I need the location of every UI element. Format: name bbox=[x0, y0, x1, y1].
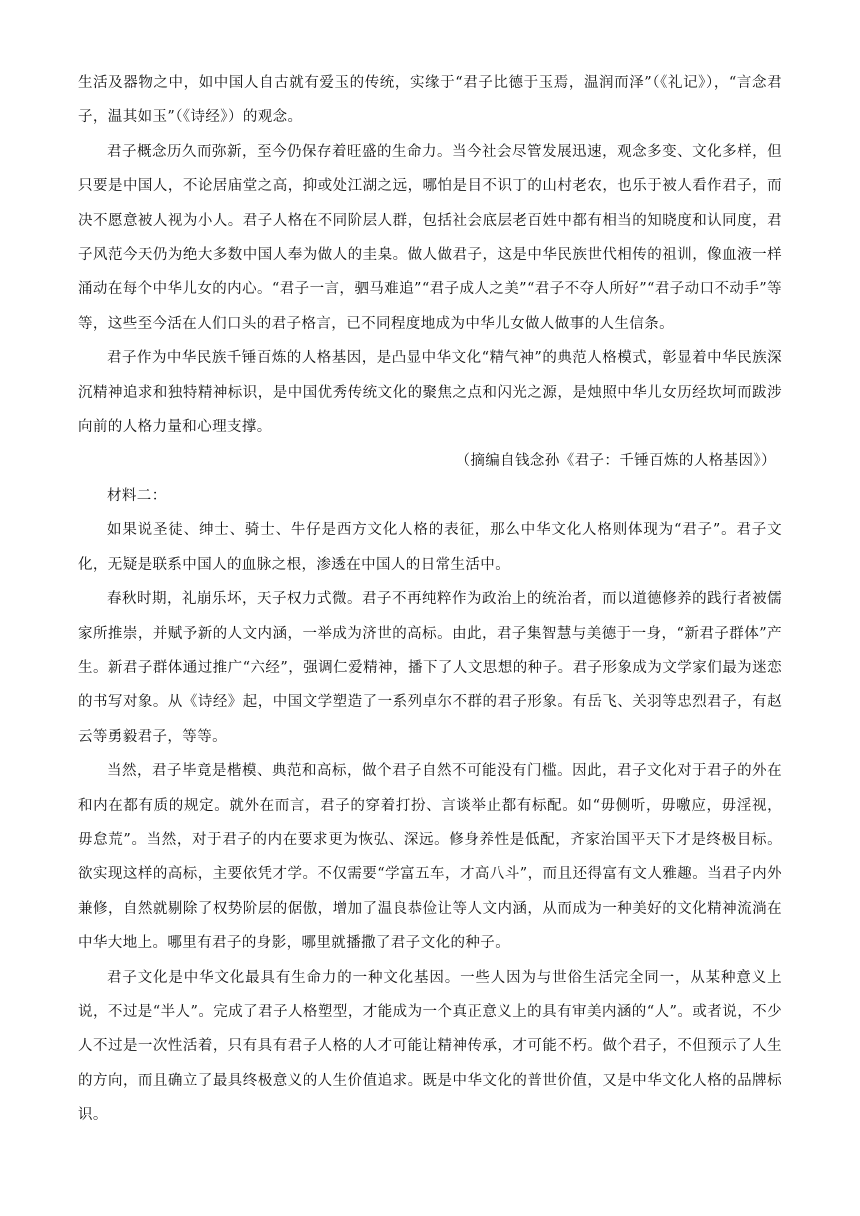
paragraph: 春秋时期，礼崩乐坏，天子权力式微。君子不再纯粹作为政治上的统治者，而以道德修养的践行者被儒家所推崇，并赋予新的人文内涵，一举成为济世的高标。由此，君子集智慧与美德于一身，“新君子群体”产生。新君子群体通过推广“六经”，强调仁爱精神，播下了人文思想的种子。君子形象成为文学家们最为迷恋的书写对象。从《诗经》起，中国文学塑造了一系列卓尔不群的君子形象。有岳飞、关羽等忠烈君子，有赵云等勇毅君子，等等。 bbox=[78, 591, 782, 745]
paragraph: 生活及器物之中，如中国人自古就有爱玉的传统，实缘于“君子比德于玉焉，温润而泽”（《礼记》），“言念君子，温其如玉”（《诗经》）的观念。 bbox=[78, 75, 782, 126]
section-heading: 材料二： bbox=[107, 487, 167, 504]
paragraph: 君子文化是中华文化最具有生命力的一种文化基因。一些人因为与世俗生活完全同一，从某种意义上说，不过是“半人”。完成了君子人格塑型，才能成为一个真正意义上的具有审美内涵的“人”。或者说，不少人不过是一次性活着，只有具有君子人格的人才可能让精神传承，才可能不朽。做个君子，不但预示了人生的方向，而且确立了最具终极意义的人生价值追求。既是中华文化的普世价值，又是中华文化人格的品牌标识。 bbox=[78, 969, 782, 1124]
paragraph: 当然，君子毕竟是楷模、典范和高标，做个君子自然不可能没有门槛。因此，君子文化对于君子的外在和内在都有质的规定。就外在而言，君子的穿着打扮、言谈举止都有标配。如“毋侧听，毋噭应，毋淫视，毋怠荒”。当然，对于君子的内在要求更为恢弘、深远。修身养性是低配，齐家治国平天下才是终极目标。欲实现这样的高标，主要依凭才学。不仅需要“学富五车，才高八斗”，而且还得富有文人雅趣。当君子内外兼修，自然就剔除了权势阶层的倨傲，增加了温良恭俭让等人文内涵，从而成为一种美好的文化精神流淌在中华大地上。哪里有君子的身影，哪里就播撒了君子文化的种子。 bbox=[78, 763, 782, 952]
source-citation: （摘编自钱念孙《君子：千锤百炼的人格基因》） bbox=[455, 453, 776, 470]
paragraph: 如果说圣徒、绅士、骑士、牛仔是西方文化人格的表征，那么中华文化人格则体现为“君子”。君子文化，无疑是联系中国人的血脉之根，渗透在中国人的日常生活中。 bbox=[78, 522, 782, 573]
paragraph: 君子概念历久而弥新，至今仍保存着旺盛的生命力。当今社会尽管发展迅速，观念多变、文化多样，但只要是中国人，不论居庙堂之高，抑或处江湖之远，哪怕是目不识丁的山村老农，也乐于被人看作君子，而决不愿意被人视为小人。君子人格在不同阶层人群，包括社会底层老百姓中都有相当的知晓度和认同度，君子风范今天仍为绝大多数中国人奉为做人的圭臬。做人做君子，这是中华民族世代相传的祖训，像血液一样涌动在每个中华儿女的内心。“君子一言，驷马难追”“君子成人之美”“君子不夺人所好”“君子动口不动手”等等，这些至今活在人们口头的君子格言，已不同程度地成为中华儿女做人做事的人生信条。 bbox=[78, 143, 782, 332]
paragraph: 君子作为中华民族千锤百炼的人格基因，是凸显中华文化“精气神”的典范人格模式，彰显着中华民族深沉精神追求和独特精神标识，是中国优秀传统文化的聚焦之点和闪光之源，是烛照中华儿女历经坎坷而跋涉向前的人格力量和心理支撑。 bbox=[78, 350, 782, 436]
